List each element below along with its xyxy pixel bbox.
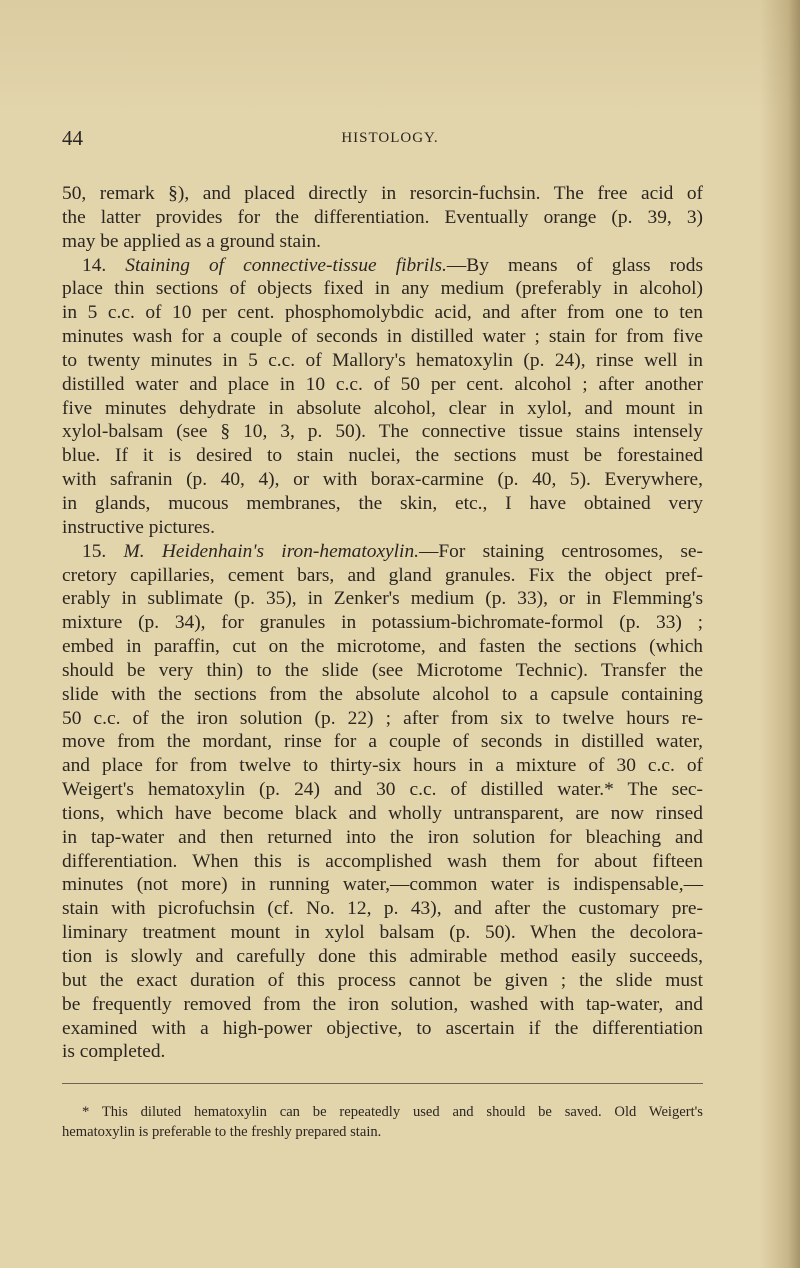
text-line: five minutes dehydrate in absolute alcohol, clear in xylol, and mount in [62, 397, 703, 419]
text-line: differentiation. When this is accomplished wash them for about fifteen [62, 850, 703, 872]
text-line: blue. If it is desired to stain nuclei, the sections must be forestained [62, 445, 703, 467]
text-line: be frequently removed from the iron solution, washed with tap-water, and [62, 993, 703, 1015]
text-line: but the exact duration of this process cannot be given ; the slide must [62, 969, 703, 991]
text-line: 50 c.c. of the iron solution (p. 22) ; after from six to twelve hours re- [62, 707, 703, 729]
page-top-tint [0, 0, 800, 110]
text-line: tion is slowly and carefully done this admirable method easily succeeds, [62, 946, 703, 967]
text-line: stain with picrofuchsin (cf. No. 12, p. 43), and after the customary pre- [62, 898, 703, 920]
text-line: in tap-water and then returned into the iron solution for bleaching and [62, 826, 703, 848]
body-text [62, 182, 703, 1064]
section-number: 14. [82, 254, 126, 276]
text-line: in glands, mucous membranes, the skin, etc., I have obtained very [62, 492, 703, 514]
text-line: erably in sublimate (p. 35), in Zenker's medium (p. 33), or in Flemming's [62, 588, 703, 610]
section-heading-line [62, 540, 703, 564]
text-line: may be applied as a ground stain. [62, 230, 322, 252]
text-line: liminary treatment mount in xylol balsam (p. 50). When the decolora- [62, 922, 703, 944]
text-line: embed in paraffin, cut on the microtome, and fasten the sections (which [62, 636, 703, 658]
page-edge-shadow [760, 0, 800, 1268]
text-line: xylol-balsam (see § 10, 3, p. 50). The connective tissue stains intensely [62, 421, 703, 443]
text-line: 50, remark §), and placed directly in resorcin-fuchsin. The free acid of [62, 183, 703, 204]
text-line: move from the mordant, rinse for a couple of seconds in distilled water, [62, 731, 703, 753]
footnote-line: hematoxylin is preferable to the freshly prepared stain. [62, 1124, 382, 1140]
footnote-line: * This diluted hematoxylin can be repeatedly used and should be saved. Old Weigert's [82, 1104, 703, 1120]
text-line: slide with the sections from the absolute alcohol to a capsule containing [62, 683, 703, 705]
section-title: M. Heidenhain's iron-hematoxylin. [123, 540, 419, 562]
text-line: instructive pictures. [62, 516, 215, 538]
section-title: Staining of connective-tissue fibrils. [125, 254, 447, 276]
text-line: examined with a high-power objective, to ascertain if the differentiation [62, 1017, 703, 1039]
text-line: place thin sections of objects fixed in any medium (preferably in alcohol) [62, 278, 703, 300]
running-head: HISTOLOGY. [341, 130, 439, 146]
section-number: 15. [82, 540, 124, 562]
footnote [62, 1102, 703, 1142]
text-line: and place for from twelve to thirty-six hours in a mixture of 30 c.c. of [62, 755, 703, 777]
text-line: tions, which have become black and wholly untransparent, are now rinsed [62, 802, 703, 824]
text-line: should be very thin) to the slide (see Microtome Technic). Transfer the [62, 659, 703, 681]
text-line: minutes wash for a couple of seconds in distilled water ; stain for from five [62, 326, 703, 348]
text-line: to twenty minutes in 5 c.c. of Mallory's hematoxylin (p. 24), rinse well in [62, 349, 703, 371]
page-number: 44 [62, 126, 83, 150]
text-segment: —By means of glass rods [446, 254, 703, 276]
text-line: minutes (not more) in running water,—common water is indispensable,— [62, 874, 703, 896]
section-heading-line [62, 254, 703, 278]
text-segment: —For staining centrosomes, se- [418, 540, 703, 562]
text-line: with safranin (p. 40, 4), or with borax-carmine (p. 40, 5). Everywhere, [62, 469, 703, 491]
footnote-divider [62, 1083, 703, 1084]
text-line: Weigert's hematoxylin (p. 24) and 30 c.c. of distilled water.* The sec- [62, 779, 703, 801]
text-line: cretory capillaries, cement bars, and gland granules. Fix the object pref- [62, 564, 703, 586]
text-line: distilled water and place in 10 c.c. of 50 per cent. alcohol ; after another [62, 373, 703, 395]
text-line: the latter provides for the differentiation. Eventually orange (p. 39, 3) [62, 206, 703, 228]
text-line: mixture (p. 34), for granules in potassium-bichromate-formol (p. 33) ; [62, 612, 703, 634]
text-line: in 5 c.c. of 10 per cent. phosphomolybdic acid, and after from one to ten [62, 302, 703, 324]
text-line: is completed. [62, 1041, 166, 1063]
